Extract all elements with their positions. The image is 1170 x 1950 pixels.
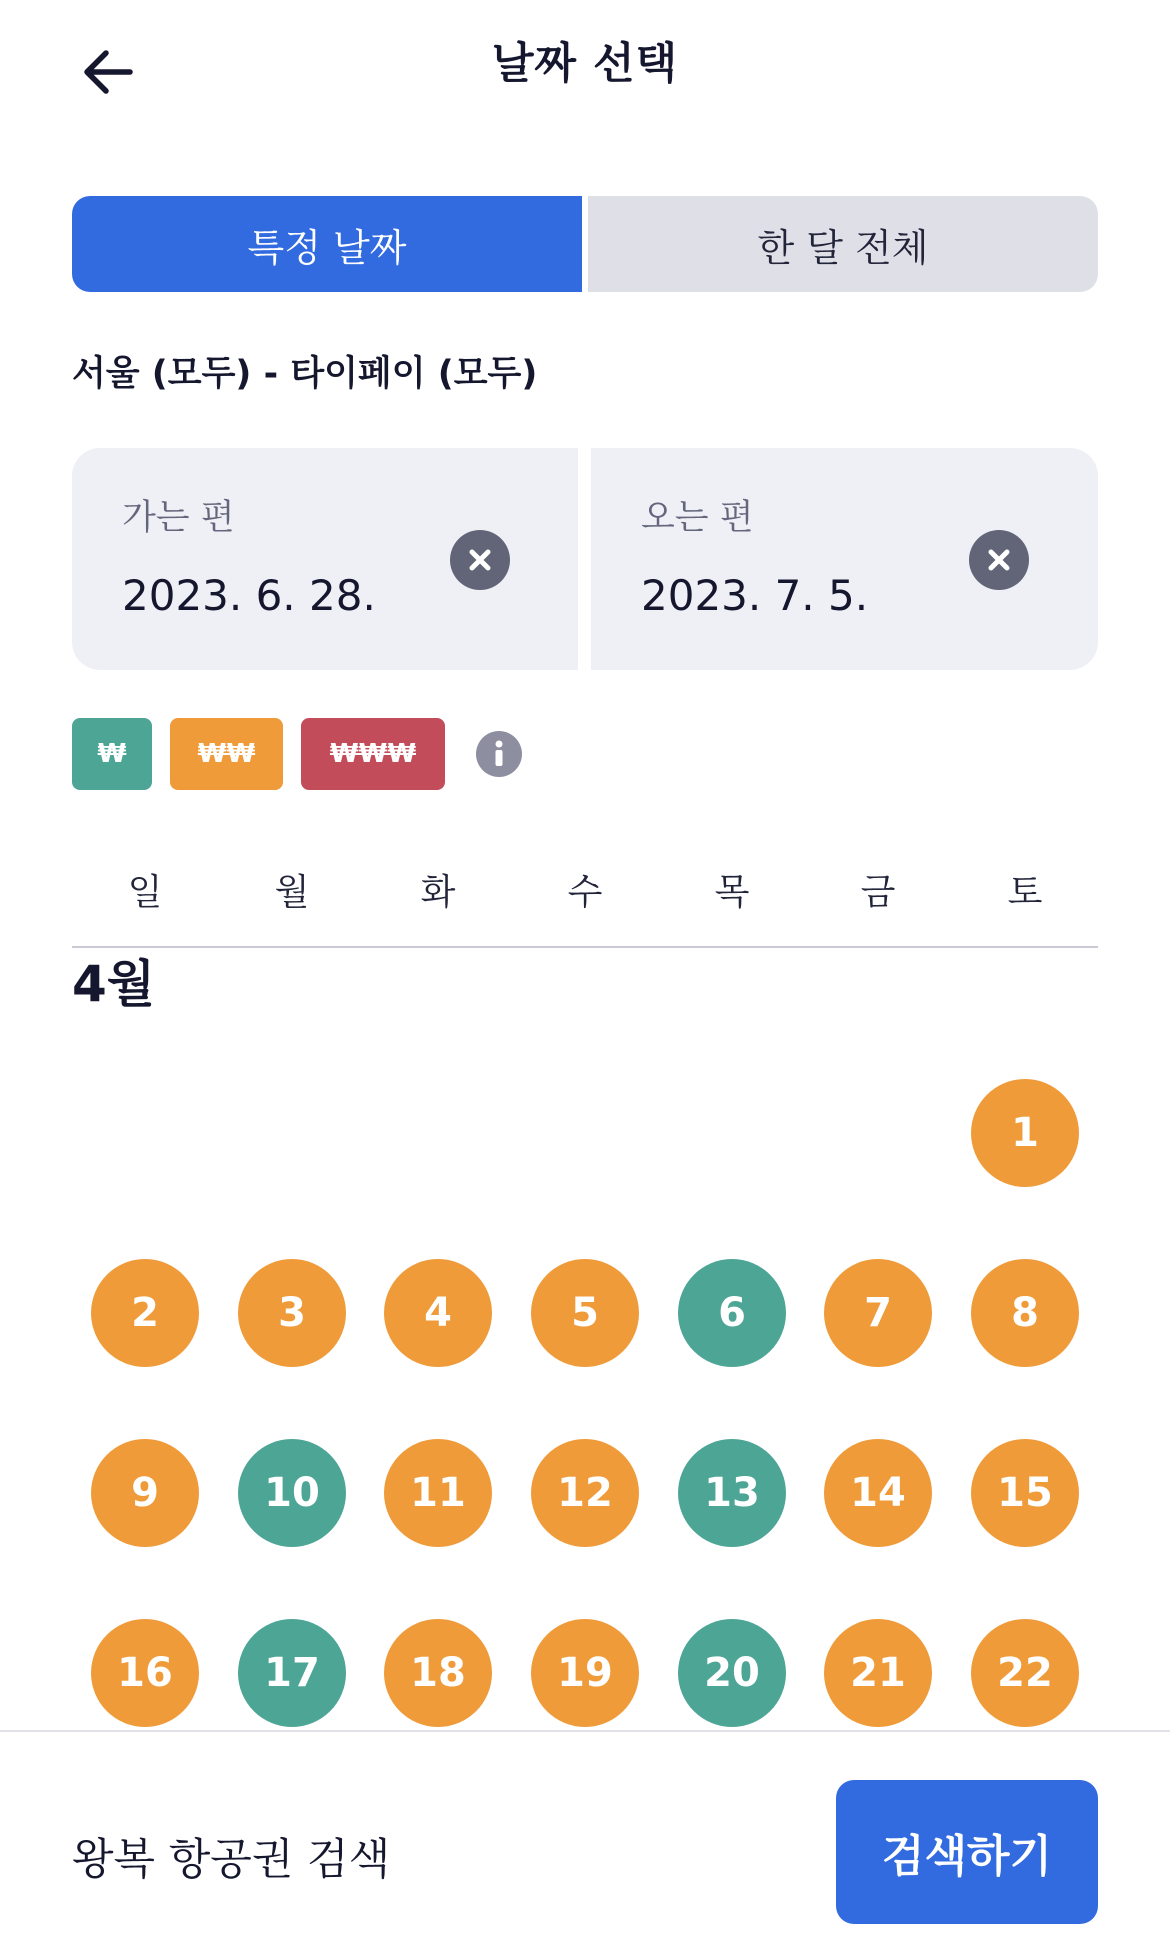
return-date-value: 2023. 7. 5. <box>641 571 869 620</box>
info-glyph-icon <box>476 731 522 777</box>
calendar-day[interactable]: 15 <box>971 1439 1079 1547</box>
calendar-day[interactable]: 3 <box>238 1259 346 1367</box>
calendar-day[interactable]: 6 <box>678 1259 786 1367</box>
calendar-day[interactable]: 20 <box>678 1619 786 1727</box>
depart-date-label: 가는 편 <box>122 498 235 538</box>
roundtrip-search-label: 왕복 항공권 검색 <box>72 1835 391 1885</box>
price-badge-high: ₩₩₩ <box>301 718 445 790</box>
calendar-day[interactable]: 12 <box>531 1439 639 1547</box>
route-label: 서울 (모두) - 타이페이 (모두) <box>72 354 538 394</box>
calendar-day[interactable]: 11 <box>384 1439 492 1547</box>
price-badge-cheap: ₩ <box>72 718 152 790</box>
weekday-label: 월 <box>274 872 310 913</box>
calendar-day[interactable]: 10 <box>238 1439 346 1547</box>
price-badge-mid: ₩₩ <box>170 718 283 790</box>
calendar-day[interactable]: 9 <box>91 1439 199 1547</box>
calendar-day[interactable]: 22 <box>971 1619 1079 1727</box>
bottom-divider <box>0 1730 1170 1732</box>
close-icon <box>467 547 493 573</box>
calendar-day[interactable]: 8 <box>971 1259 1079 1367</box>
month-label: 4월 <box>72 955 156 1013</box>
calendar-day[interactable]: 4 <box>384 1259 492 1367</box>
page-title: 날짜 선택 <box>491 39 679 89</box>
calendar-day[interactable]: 21 <box>824 1619 932 1727</box>
calendar-day[interactable]: 17 <box>238 1619 346 1727</box>
info-icon[interactable] <box>476 731 522 777</box>
search-button[interactable]: 검색하기 <box>836 1780 1098 1924</box>
calendar-day[interactable]: 16 <box>91 1619 199 1727</box>
clear-return-button[interactable] <box>969 530 1029 590</box>
depart-date-value: 2023. 6. 28. <box>122 571 376 620</box>
tab-whole-month[interactable]: 한 달 전체 <box>588 196 1098 292</box>
calendar-day[interactable]: 19 <box>531 1619 639 1727</box>
weekday-label: 수 <box>567 872 603 913</box>
close-icon <box>986 547 1012 573</box>
calendar-day[interactable]: 13 <box>678 1439 786 1547</box>
weekday-label: 일 <box>127 872 163 913</box>
calendar-day[interactable]: 14 <box>824 1439 932 1547</box>
weekday-label: 토 <box>1007 872 1043 913</box>
calendar-day[interactable]: 18 <box>384 1619 492 1727</box>
calendar-day[interactable]: 2 <box>91 1259 199 1367</box>
weekday-label: 목 <box>714 872 750 913</box>
weekday-label: 화 <box>420 872 456 913</box>
depart-date-field[interactable] <box>72 448 578 670</box>
return-date-field[interactable] <box>591 448 1098 670</box>
weekday-label: 금 <box>860 872 896 913</box>
calendar-day[interactable]: 7 <box>824 1259 932 1367</box>
calendar-day[interactable]: 1 <box>971 1079 1079 1187</box>
calendar-day[interactable]: 5 <box>531 1259 639 1367</box>
clear-depart-button[interactable] <box>450 530 510 590</box>
tab-specific-date[interactable]: 특정 날짜 <box>72 196 582 292</box>
weekday-divider <box>72 946 1098 948</box>
return-date-label: 오는 편 <box>641 498 754 538</box>
